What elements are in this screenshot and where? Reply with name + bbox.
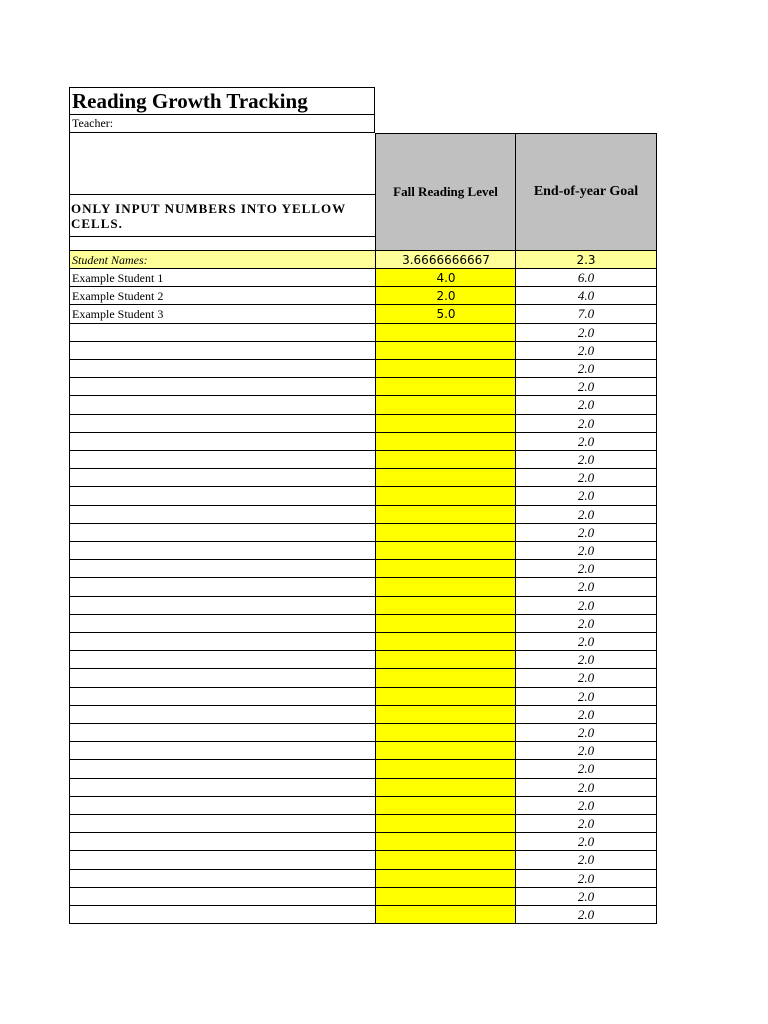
student-row xyxy=(69,415,657,433)
goal-cell: 2.0 xyxy=(515,615,657,632)
student-row xyxy=(69,451,657,469)
student-name-cell[interactable] xyxy=(69,324,375,341)
fall-average-value: 3.6666666667 xyxy=(375,251,516,268)
goal-cell: 2.0 xyxy=(515,706,657,723)
fall-level-input-cell[interactable]: 4.0 xyxy=(375,269,516,286)
fall-level-input-cell[interactable] xyxy=(375,633,516,650)
fall-level-input-cell[interactable] xyxy=(375,706,516,723)
student-name-cell[interactable] xyxy=(69,597,375,614)
instructions-text: ONLY INPUT NUMBERS INTO YELLOW CELLS. xyxy=(69,194,375,237)
fall-level-input-cell[interactable] xyxy=(375,833,516,850)
goal-cell: 2.0 xyxy=(515,342,657,359)
student-row xyxy=(69,342,657,360)
student-name-cell[interactable] xyxy=(69,760,375,778)
student-row xyxy=(69,633,657,651)
goal-cell: 2.0 xyxy=(515,542,657,559)
column-header-fall-reading-level: Fall Reading Level xyxy=(375,133,516,251)
student-row xyxy=(69,360,657,378)
fall-level-input-cell[interactable] xyxy=(375,451,516,468)
fall-level-input-cell[interactable] xyxy=(375,560,516,577)
goal-cell: 7.0 xyxy=(515,305,657,323)
sheet-title: Reading Growth Tracking xyxy=(69,87,375,115)
fall-level-input-cell[interactable] xyxy=(375,469,516,486)
fall-level-input-cell[interactable] xyxy=(375,815,516,832)
student-name-cell[interactable] xyxy=(69,615,375,632)
goal-cell: 6.0 xyxy=(515,269,657,286)
fall-level-input-cell[interactable] xyxy=(375,851,516,869)
fall-level-input-cell[interactable] xyxy=(375,615,516,632)
goal-cell: 2.0 xyxy=(515,906,657,923)
student-row xyxy=(69,797,657,815)
student-row xyxy=(69,396,657,415)
student-row xyxy=(69,870,657,888)
goal-cell: 2.0 xyxy=(515,378,657,395)
student-row xyxy=(69,597,657,615)
goal-cell: 2.0 xyxy=(515,669,657,687)
student-name-cell[interactable] xyxy=(69,487,375,505)
goal-cell: 2.0 xyxy=(515,888,657,905)
fall-level-input-cell[interactable] xyxy=(375,724,516,741)
student-row xyxy=(69,724,657,742)
student-row xyxy=(69,615,657,633)
goal-cell: 2.0 xyxy=(515,578,657,596)
fall-level-input-cell[interactable] xyxy=(375,688,516,705)
student-row xyxy=(69,888,657,906)
student-row xyxy=(69,542,657,560)
goal-cell: 2.0 xyxy=(515,815,657,832)
student-row xyxy=(69,906,657,924)
student-name-cell[interactable] xyxy=(69,378,375,395)
student-name-cell[interactable]: Example Student 2 xyxy=(69,287,375,304)
goal-cell: 2.0 xyxy=(515,870,657,887)
student-name-cell[interactable] xyxy=(69,633,375,650)
goal-cell: 2.0 xyxy=(515,779,657,796)
goal-cell: 2.0 xyxy=(515,597,657,614)
student-name-cell[interactable] xyxy=(69,669,375,687)
teacher-label[interactable]: Teacher: xyxy=(69,114,375,133)
student-row xyxy=(69,269,657,287)
student-name-cell[interactable] xyxy=(69,396,375,414)
goal-cell: 2.0 xyxy=(515,415,657,432)
goal-cell: 2.0 xyxy=(515,360,657,377)
student-name-cell[interactable] xyxy=(69,560,375,577)
fall-level-input-cell[interactable] xyxy=(375,651,516,668)
student-name-cell[interactable] xyxy=(69,706,375,723)
student-name-cell[interactable] xyxy=(69,851,375,869)
student-name-cell[interactable] xyxy=(69,524,375,541)
student-row xyxy=(69,760,657,779)
fall-level-input-cell[interactable] xyxy=(375,487,516,505)
fall-level-input-cell[interactable] xyxy=(375,433,516,450)
student-name-cell[interactable] xyxy=(69,651,375,668)
student-row xyxy=(69,779,657,797)
student-row xyxy=(69,506,657,524)
summary-row xyxy=(69,250,657,269)
fall-level-input-cell[interactable]: 5.0 xyxy=(375,305,516,323)
student-name-cell[interactable] xyxy=(69,815,375,832)
student-row xyxy=(69,669,657,688)
student-names-label: Student Names: xyxy=(69,251,375,268)
fall-level-input-cell[interactable] xyxy=(375,506,516,523)
student-row xyxy=(69,305,657,324)
student-row xyxy=(69,651,657,669)
student-row xyxy=(69,524,657,542)
goal-cell: 2.0 xyxy=(515,487,657,505)
goal-cell: 2.0 xyxy=(515,433,657,450)
student-name-cell[interactable] xyxy=(69,888,375,905)
fall-level-input-cell[interactable] xyxy=(375,906,516,923)
goal-cell: 2.0 xyxy=(515,688,657,705)
student-row xyxy=(69,487,657,506)
student-name-cell[interactable] xyxy=(69,433,375,450)
goal-cell: 4.0 xyxy=(515,287,657,304)
goal-cell: 2.0 xyxy=(515,396,657,414)
student-name-cell[interactable]: Example Student 1 xyxy=(69,269,375,286)
goal-cell: 2.0 xyxy=(515,724,657,741)
student-name-cell[interactable]: Example Student 3 xyxy=(69,305,375,323)
goal-cell: 2.0 xyxy=(515,506,657,523)
student-row xyxy=(69,833,657,851)
student-name-cell[interactable] xyxy=(69,415,375,432)
fall-level-input-cell[interactable] xyxy=(375,597,516,614)
fall-level-input-cell[interactable] xyxy=(375,542,516,559)
column-header-end-of-year-goal: End-of-year Goal xyxy=(515,133,657,251)
student-name-cell[interactable] xyxy=(69,360,375,377)
fall-level-input-cell[interactable] xyxy=(375,360,516,377)
student-row xyxy=(69,706,657,724)
student-name-cell[interactable] xyxy=(69,342,375,359)
student-row xyxy=(69,688,657,706)
fall-level-input-cell[interactable] xyxy=(375,742,516,759)
fall-level-input-cell[interactable] xyxy=(375,415,516,432)
student-row xyxy=(69,560,657,578)
fall-level-input-cell[interactable]: 2.0 xyxy=(375,287,516,304)
student-name-cell[interactable] xyxy=(69,742,375,759)
goal-cell: 2.0 xyxy=(515,833,657,850)
student-name-cell[interactable] xyxy=(69,724,375,741)
goal-cell: 2.0 xyxy=(515,633,657,650)
fall-level-input-cell[interactable] xyxy=(375,342,516,359)
fall-level-input-cell[interactable] xyxy=(375,779,516,796)
student-row xyxy=(69,378,657,396)
student-name-cell[interactable] xyxy=(69,906,375,923)
goal-cell: 2.0 xyxy=(515,651,657,668)
goal-cell: 2.0 xyxy=(515,797,657,814)
fall-level-input-cell[interactable] xyxy=(375,797,516,814)
student-name-cell[interactable] xyxy=(69,779,375,796)
fall-level-input-cell[interactable] xyxy=(375,324,516,341)
student-row xyxy=(69,324,657,342)
student-row xyxy=(69,815,657,833)
student-name-cell[interactable] xyxy=(69,506,375,523)
goal-cell: 2.0 xyxy=(515,451,657,468)
fall-level-input-cell[interactable] xyxy=(375,888,516,905)
student-row xyxy=(69,851,657,870)
student-name-cell[interactable] xyxy=(69,833,375,850)
student-row xyxy=(69,433,657,451)
fall-level-input-cell[interactable] xyxy=(375,524,516,541)
student-name-cell[interactable] xyxy=(69,870,375,887)
goal-cell: 2.0 xyxy=(515,469,657,486)
student-name-cell[interactable] xyxy=(69,542,375,559)
fall-level-input-cell[interactable] xyxy=(375,669,516,687)
fall-level-input-cell[interactable] xyxy=(375,760,516,778)
goal-average-value: 2.3 xyxy=(515,251,657,268)
goal-cell: 2.0 xyxy=(515,760,657,778)
student-name-cell[interactable] xyxy=(69,688,375,705)
fall-level-input-cell[interactable] xyxy=(375,870,516,887)
student-name-cell[interactable] xyxy=(69,578,375,596)
student-name-cell[interactable] xyxy=(69,451,375,468)
student-name-cell[interactable] xyxy=(69,797,375,814)
fall-level-input-cell[interactable] xyxy=(375,396,516,414)
goal-cell: 2.0 xyxy=(515,324,657,341)
student-name-cell[interactable] xyxy=(69,469,375,486)
student-row xyxy=(69,742,657,760)
student-row xyxy=(69,469,657,487)
goal-cell: 2.0 xyxy=(515,560,657,577)
student-row xyxy=(69,578,657,597)
goal-cell: 2.0 xyxy=(515,742,657,759)
goal-cell: 2.0 xyxy=(515,851,657,869)
fall-level-input-cell[interactable] xyxy=(375,378,516,395)
student-row xyxy=(69,287,657,305)
fall-level-input-cell[interactable] xyxy=(375,578,516,596)
goal-cell: 2.0 xyxy=(515,524,657,541)
